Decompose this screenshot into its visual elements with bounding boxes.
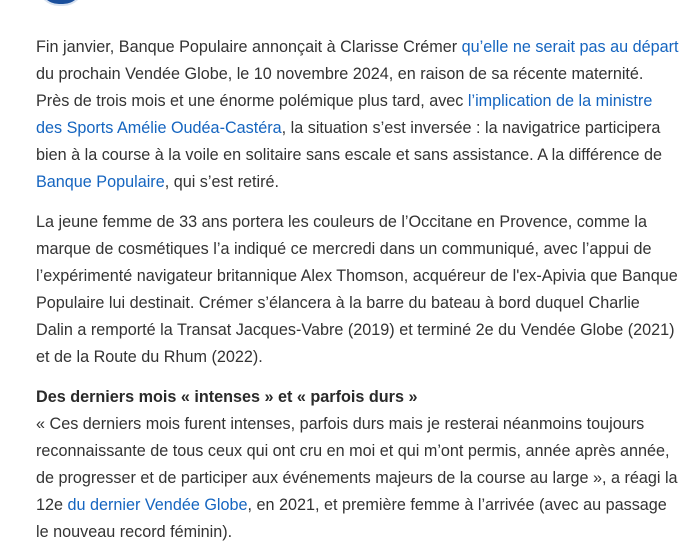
paragraph-1-text-d: , qui s’est retiré.	[164, 173, 279, 191]
link-last-vendee-globe[interactable]: du dernier Vendée Globe	[67, 496, 248, 514]
paragraph-3	[36, 411, 681, 546]
paragraph-1-text-a: Fin janvier, Banque Populaire annonçait à Clarisse Crémer	[36, 38, 462, 56]
link-minister-involvement[interactable]: l’implication de la ministre des Sports Amélie Oudéa-Castéra	[36, 92, 653, 137]
paragraph-1-text-c: , la situation s’est inversée : la navigatrice participera bien à la course à la voile en solitaire sans escale et sans assistance. A la différence de	[36, 119, 662, 164]
section-subheading: Des derniers mois « intenses » et « parfois durs »	[36, 388, 418, 406]
paragraph-1-text-b: du prochain Vendée Globe, le 10 novembre 2024, en raison de sa récente maternité. Près de trois mois et une énorme polémique plus tard, avec	[36, 65, 644, 110]
paragraph-3-text-b: , en 2021, et première femme à l’arrivée (avec au passage le nouveau record féminin).	[36, 496, 667, 541]
paragraph-3-text-a: « Ces derniers mois furent intenses, parfois durs mais je resterai néanmoins toujours reconnaissante de tous ceux qui ont cru en moi et qui m’ont permis, année après année, de progresser et de participer aux événements majeurs de la course au large », a réagi la 12e	[36, 415, 678, 514]
paragraph-2: La jeune femme de 33 ans portera les couleurs de l’Occitane en Provence, comme la marque de cosmétiques l’a indiqué ce mercredi dans un communiqué, avec l’appui de l’expérimenté navigateur britannique Alex Thomson, acquéreur de l'ex-Apivia que Banque Populaire lui destinait. Crémer s’élancera à la barre du bateau à bord duquel Charlie Dalin a remporté la Transat Jacques-Vabre (2019) et terminé 2e du Vendée Globe (2021) et de la Route du Rhum (2022).	[36, 213, 678, 366]
paragraph-1	[36, 34, 681, 196]
author-avatar	[37, 0, 85, 6]
link-not-at-start[interactable]: qu’elle ne serait pas au départ	[461, 38, 679, 56]
link-banque-populaire[interactable]: Banque Populaire	[36, 173, 165, 191]
article-body	[36, 34, 681, 559]
